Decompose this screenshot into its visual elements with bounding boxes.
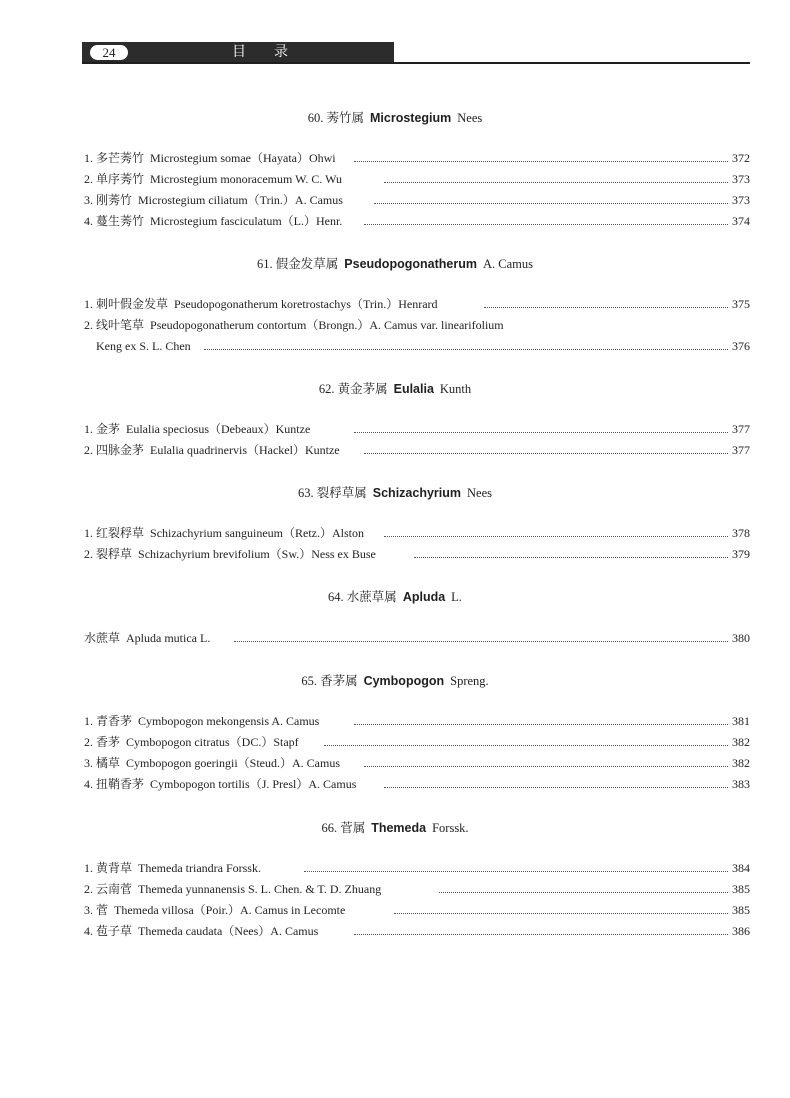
entry-latin-name: Eulalia quadrinervis（Hackel）Kuntze <box>150 443 340 457</box>
dot-leader <box>364 453 728 454</box>
section-number-name: 61. 假金发草属 <box>257 257 339 271</box>
entry-text <box>84 630 212 646</box>
toc-entry[interactable] <box>84 776 750 792</box>
entry-chinese-name: 4. 蔓生莠竹 <box>84 214 145 228</box>
entry-text <box>84 192 345 208</box>
entry-latin-name: Schizachyrium brevifolium（Sw.）Ness ex Buse <box>138 547 376 561</box>
header-title: 目录 <box>232 44 316 60</box>
entry-latin-name: Themeda villosa（Poir.）A. Camus in Lecomte <box>114 903 346 917</box>
toc-entry[interactable] <box>84 171 750 187</box>
entry-latin-name: Microstegium monoracemum W. C. Wu <box>150 172 342 186</box>
entry-chinese-name: 2. 线叶笔草 <box>84 318 145 332</box>
entry-latin-name: Pseudopogonatherum contortum（Brongn.）A. Camus var. linearifolium <box>150 318 504 332</box>
page-number: 24 <box>90 45 128 60</box>
toc-entry[interactable] <box>84 734 750 750</box>
section-number-name: 66. 菅属 <box>321 821 366 835</box>
dot-leader <box>394 913 728 914</box>
genus-author: Nees <box>457 111 483 125</box>
section-title-cymbopogon <box>0 673 790 689</box>
entry-chinese-name: 1. 红裂稃草 <box>84 526 145 540</box>
dot-leader <box>354 161 728 162</box>
entry-page: 377 <box>732 443 750 457</box>
entry-page: 383 <box>732 777 750 791</box>
entry-chinese-name: 2. 四脉金茅 <box>84 443 145 457</box>
dot-leader <box>384 536 728 537</box>
dot-leader <box>354 934 728 935</box>
genus-latin: Themeda <box>371 821 427 835</box>
section-title-schizachyrium <box>0 485 790 501</box>
toc-entry[interactable] <box>84 150 750 166</box>
genus-author: Forssk. <box>432 821 469 835</box>
entry-chinese-name: 1. 黄背草 <box>84 861 133 875</box>
entry-chinese-name: 4. 扭鞘香茅 <box>84 777 145 791</box>
genus-author: Kunth <box>439 382 472 396</box>
entry-latin-name: Cymbopogon mekongensis A. Camus <box>138 714 320 728</box>
entry-chinese-name: 3. 刚莠竹 <box>84 193 133 207</box>
section-number-name: 65. 香茅属 <box>301 674 358 688</box>
entry-text <box>84 713 321 729</box>
dot-leader <box>439 892 728 893</box>
entry-page: 372 <box>732 151 750 165</box>
entry-page: 375 <box>732 297 750 311</box>
entry-text <box>84 923 320 939</box>
section-title-apluda <box>0 589 790 605</box>
entry-page: 385 <box>732 882 750 896</box>
dot-leader <box>414 557 728 558</box>
entry-latin-continuation: Keng ex S. L. Chen <box>96 339 191 353</box>
entry-chinese-name: 2. 裂稃草 <box>84 547 133 561</box>
entry-page: 382 <box>732 735 750 749</box>
entry-text <box>84 734 301 750</box>
toc-entry[interactable] <box>84 755 750 771</box>
genus-author: A. Camus <box>482 257 533 271</box>
genus-author: Nees <box>467 486 492 500</box>
toc-entry[interactable] <box>84 421 750 437</box>
toc-entry[interactable] <box>84 442 750 458</box>
entry-latin-name: Microstegium fasciculatum（L.）Henr. <box>150 214 343 228</box>
entry-text <box>84 860 263 876</box>
entry-text <box>84 296 440 312</box>
genus-latin: Microstegium <box>370 111 452 125</box>
section-number-name: 62. 黄金茅属 <box>318 382 388 396</box>
entry-text <box>84 150 338 166</box>
entry-page: 386 <box>732 924 750 938</box>
entry-text <box>84 902 347 918</box>
toc-entry[interactable] <box>84 546 750 562</box>
entry-latin-name: Pseudopogonatherum koretrostachys（Trin.）Henrard <box>174 297 438 311</box>
entry-text <box>84 213 344 229</box>
entry-text <box>84 881 383 897</box>
entry-chinese-name: 1. 刺叶假金发草 <box>84 297 169 311</box>
page-header <box>82 42 750 65</box>
entry-latin-name: Themeda caudata（Nees）A. Camus <box>138 924 319 938</box>
entry-page: 377 <box>732 422 750 436</box>
dot-leader <box>204 349 728 350</box>
toc-entry[interactable] <box>84 923 750 939</box>
entry-page: 384 <box>732 861 750 875</box>
entry-page: 379 <box>732 547 750 561</box>
entry-page: 378 <box>732 526 750 540</box>
dot-leader <box>324 745 728 746</box>
dot-leader <box>304 871 728 872</box>
entry-latin-name: Microstegium somae（Hayata）Ohwi <box>150 151 336 165</box>
entry-text <box>84 525 366 541</box>
entry-chinese-name: 1. 多芒莠竹 <box>84 151 145 165</box>
dot-leader <box>234 641 728 642</box>
section-title-eulalia <box>0 381 790 397</box>
dot-leader <box>484 307 728 308</box>
section-title-microstegium <box>0 110 790 126</box>
genus-latin: Schizachyrium <box>372 486 461 500</box>
toc-entry-continuation[interactable] <box>84 338 750 354</box>
entry-latin-name: Cymbopogon citratus（DC.）Stapf <box>126 735 299 749</box>
dot-leader <box>354 432 728 433</box>
toc-entry[interactable] <box>84 317 750 333</box>
genus-author: Spreng. <box>450 674 489 688</box>
entry-latin-name: Eulalia speciosus（Debeaux）Kuntze <box>126 422 311 436</box>
section-title-themeda <box>0 820 790 836</box>
entry-text <box>84 171 344 187</box>
dot-leader <box>364 224 728 225</box>
toc-entry[interactable] <box>84 860 750 876</box>
entry-text <box>84 442 342 458</box>
entry-chinese-name: 2. 香茅 <box>84 735 121 749</box>
entry-page: 373 <box>732 172 750 186</box>
entry-page: 385 <box>732 903 750 917</box>
section-number-name: 63. 裂稃草属 <box>298 486 367 500</box>
genus-latin: Eulalia <box>393 382 434 396</box>
entry-page: 380 <box>732 631 750 645</box>
entry-page: 382 <box>732 756 750 770</box>
entry-page: 374 <box>732 214 750 228</box>
entry-latin-name: Cymbopogon goeringii（Steud.）A. Camus <box>126 756 341 770</box>
toc-entry[interactable] <box>84 902 750 918</box>
entry-page: 373 <box>732 193 750 207</box>
section-number-name: 64. 水蔗草属 <box>328 590 397 604</box>
entry-text <box>84 421 312 437</box>
entry-chinese-name: 2. 云南菅 <box>84 882 133 896</box>
genus-latin: Pseudopogonatherum <box>344 257 477 271</box>
entry-latin-name: Microstegium ciliatum（Trin.）A. Camus <box>138 193 343 207</box>
entry-chinese-name: 1. 金茅 <box>84 422 121 436</box>
toc-entry[interactable] <box>84 713 750 729</box>
entry-latin-name: Themeda triandra Forssk. <box>138 861 261 875</box>
entry-chinese-name: 水蔗草 <box>84 631 121 645</box>
entry-chinese-name: 1. 青香茅 <box>84 714 133 728</box>
dot-leader <box>384 787 728 788</box>
dot-leader <box>374 203 728 204</box>
entry-text <box>84 755 342 771</box>
dot-leader <box>364 766 728 767</box>
dot-leader <box>354 724 728 725</box>
entry-latin-name: Schizachyrium sanguineum（Retz.）Alston <box>150 526 364 540</box>
entry-text <box>84 546 378 562</box>
header-rule <box>82 62 750 64</box>
entry-latin-name: Apluda mutica L. <box>126 631 211 645</box>
entry-chinese-name: 4. 苞子草 <box>84 924 133 938</box>
entry-text <box>84 776 358 792</box>
toc-entry[interactable] <box>84 192 750 208</box>
entry-page: 376 <box>732 339 750 353</box>
toc-entry[interactable] <box>84 525 750 541</box>
toc-entry[interactable] <box>84 296 750 312</box>
entry-latin-name: Themeda yunnanensis S. L. Chen. & T. D. Zhuang <box>138 882 382 896</box>
toc-entry[interactable] <box>84 213 750 229</box>
entry-chinese-name: 2. 单序莠竹 <box>84 172 145 186</box>
section-number-name: 60. 莠竹属 <box>307 111 364 125</box>
section-title-pseudopogonatherum <box>0 256 790 272</box>
entry-latin-name: Cymbopogon tortilis（J. Presl）A. Camus <box>150 777 357 791</box>
entry-text <box>84 317 506 333</box>
entry-chinese-name: 3. 菅 <box>84 903 109 917</box>
genus-author: L. <box>451 590 462 604</box>
toc-entry[interactable] <box>84 630 750 646</box>
toc-entry[interactable] <box>84 881 750 897</box>
genus-latin: Apluda <box>402 590 446 604</box>
entry-chinese-name: 3. 橘草 <box>84 756 121 770</box>
dot-leader <box>384 182 728 183</box>
entry-page: 381 <box>732 714 750 728</box>
genus-latin: Cymbopogon <box>363 674 445 688</box>
